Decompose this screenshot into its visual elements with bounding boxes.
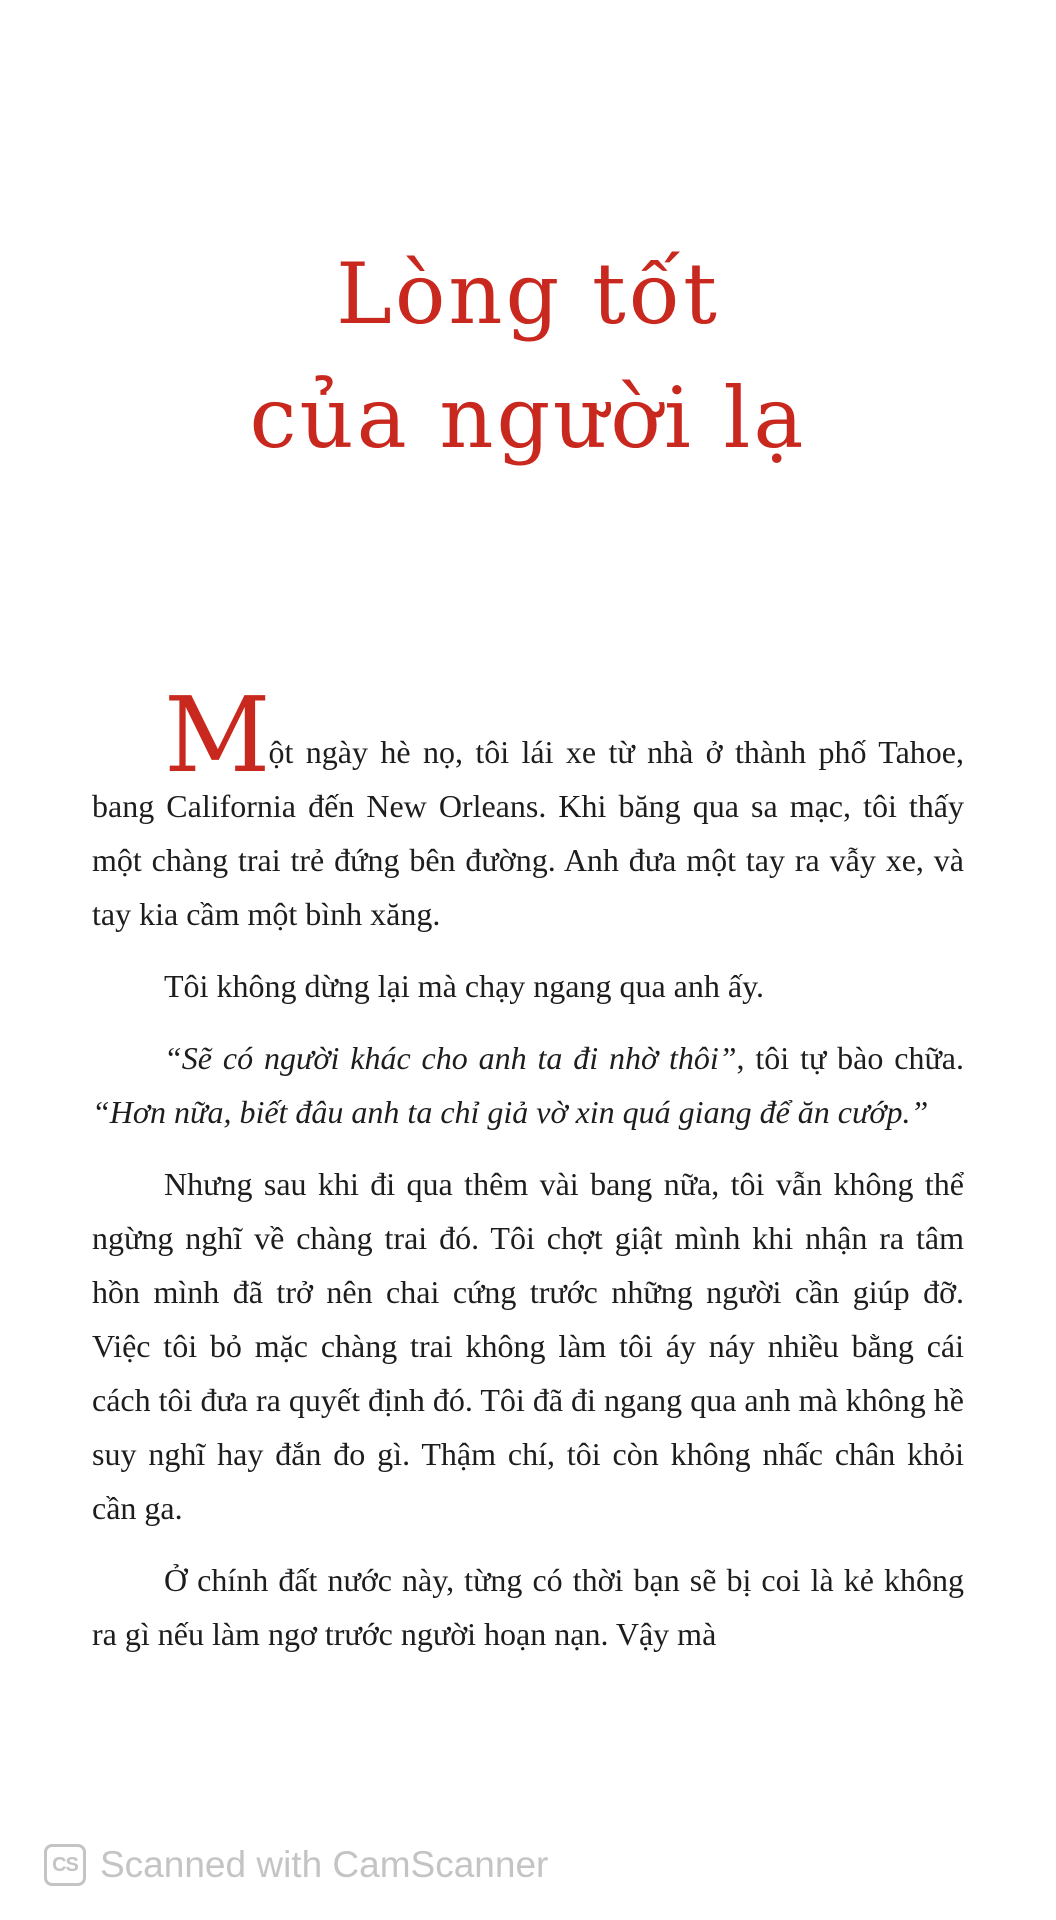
chapter-title-line-2: của người lạ (249, 369, 807, 467)
quote-2: “Hơn nữa, biết đâu anh ta chỉ giả vờ xin quá giang để ăn cướp.” (92, 1094, 929, 1130)
paragraph-1 (92, 674, 964, 941)
camscanner-logo-icon: CS (44, 1844, 86, 1886)
watermark-text: Scanned with CamScanner (100, 1844, 549, 1885)
quote-1: “Sẽ có người khác cho anh ta đi nhờ thôi” (164, 1040, 737, 1076)
scanner-watermark (44, 1840, 548, 1890)
paragraph-2: Tôi không dừng lại mà chạy ngang qua anh ấy. (164, 968, 764, 1004)
chapter-title (0, 232, 1056, 480)
paragraph-3-mid: , tôi tự bào chữa. (736, 1040, 965, 1076)
chapter-title-line-1: Lòng tốt (336, 245, 720, 343)
drop-cap: M (164, 674, 269, 796)
paragraph-5: Ở chính đất nước này, từng có thời bạn sẽ bị coi là kẻ không ra gì nếu làm ngơ trước người hoạn nạn. Vậy mà (92, 1562, 964, 1652)
paragraph-3 (92, 1031, 964, 1139)
paragraph-4: Nhưng sau khi đi qua thêm vài bang nữa, tôi vẫn không thể ngừng nghĩ về chàng trai đó. Tôi chợt giật mình khi nhận ra tâm hồn mình đã trở nên chai cứng trước những người cần giúp đỡ. Việc tôi bỏ mặc chàng trai không làm tôi áy náy nhiều bằng cái cách tôi đưa ra quyết định đó. Tôi đã đi ngang qua anh mà không hề suy nghĩ hay đắn đo gì. Thậm chí, tôi còn không nhấc chân khỏi cần ga. (92, 1166, 964, 1526)
paragraph-1-text: ột ngày hè nọ, tôi lái xe từ nhà ở thành phố Tahoe, bang California đến New Orleans. Khi băng qua sa mạc, tôi thấy một chàng trai trẻ đứng bên đường. Anh đưa một tay ra vẫy xe, và tay kia cầm một bình xăng. (92, 734, 964, 932)
chapter-body (92, 674, 965, 1679)
